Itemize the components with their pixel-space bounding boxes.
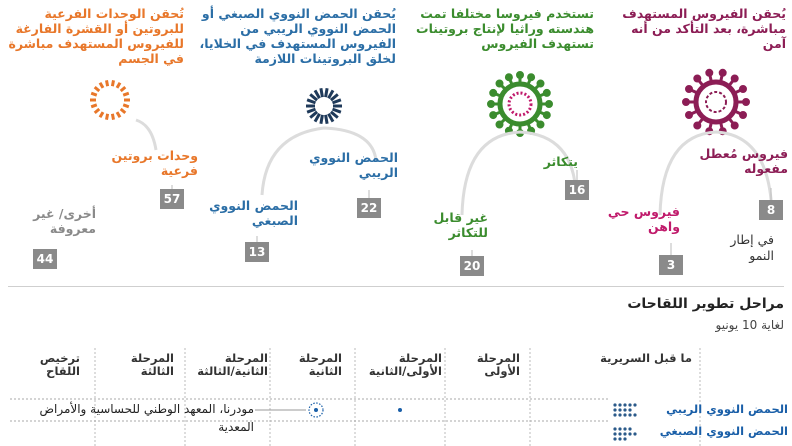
icon-spike-tip — [491, 90, 496, 95]
icon-spike — [100, 83, 103, 88]
protein-subunit-icon — [90, 80, 130, 119]
category-desc-nucleic: يُحقن الحمض النووي الصبغي أو الحمض النووي الريبي من الفيروس المستهدف في الخلايا، لخلق البروتينات اللازمة — [199, 6, 396, 66]
icon-spike — [329, 114, 334, 122]
icon-spike-tip — [506, 75, 511, 80]
nucleic-acid-icon — [306, 88, 342, 123]
row-name-dna: الحمض النووي الصبغي — [659, 424, 788, 438]
icon-spike-tip — [687, 87, 692, 92]
icon-spike-tip — [544, 90, 549, 95]
icon-spike — [315, 90, 320, 98]
icon-spike — [331, 112, 338, 118]
icon-spike-tip — [538, 81, 543, 86]
stage-col-phase12: المرحلة الأولى/الثانية — [368, 351, 442, 378]
stage-col-phase3: المرحلة الثالثة — [130, 351, 174, 378]
virus-icon — [684, 70, 749, 133]
icon-spike — [91, 93, 97, 95]
category-desc-vector: تستخدم فيروسا مختلفا تمت هندسته وراثيا لإنتاج بروتينات تستهدف الفيروس — [416, 6, 594, 51]
count-badge-protein: 57 — [160, 189, 184, 209]
icon-spike — [333, 100, 341, 103]
group-label-live: فيروس حي واهن — [607, 204, 680, 234]
stage-col-licensed: ترخيص اللقاح — [39, 351, 80, 378]
group-label-developing: في إطار النمو — [730, 232, 774, 263]
count-badge-dna: 13 — [245, 242, 269, 262]
icon-spike — [107, 80, 108, 86]
icon-spike-tip — [741, 87, 746, 92]
arc-vector — [462, 132, 576, 215]
icon-spike-tip — [544, 113, 549, 118]
icon-spike — [95, 109, 100, 113]
icon-spike-tip — [497, 81, 502, 86]
icon-spike-tip — [707, 70, 712, 75]
icon-spike — [307, 109, 315, 112]
icon-spike — [121, 87, 126, 91]
row-name-rna: الحمض النووي الريبي — [666, 402, 788, 416]
icon-spike — [100, 112, 103, 117]
icon-spike — [123, 93, 129, 95]
icon-spike — [326, 115, 328, 124]
icon-spike-tip — [687, 113, 692, 118]
icon-spike — [321, 88, 323, 97]
group-label-rna: الحمض النووي الريبي — [309, 150, 398, 180]
arc-protein — [136, 120, 156, 150]
icon-spike — [117, 112, 120, 117]
icon-spike — [107, 114, 108, 120]
stage-col-phase23: المرحلة الثانية/الثالثة — [197, 351, 268, 378]
section-divider — [8, 286, 784, 287]
icon-spike — [91, 105, 97, 107]
group-label-dna: الحمض النووي الصبغي — [209, 198, 298, 228]
stage-dot-rna-phase1 — [398, 408, 402, 412]
icon-spike — [112, 80, 113, 86]
count-badge-rna: 22 — [357, 198, 381, 218]
count-badge-replicating: 16 — [565, 180, 589, 200]
icon-spike-tip — [491, 113, 496, 118]
icon-spike-tip — [695, 123, 700, 128]
group-label-nonreplicating: غير قابل للتكاثر — [433, 210, 488, 240]
group-label-protein: وحدات بروتين فرعية — [111, 148, 198, 178]
stages-title: مراحل تطوير اللقاحات — [627, 296, 784, 312]
icon-spike — [326, 88, 328, 97]
icon-spike — [329, 90, 334, 98]
category-desc-protein: تُحقن الوحدات الفرعية للبروتين أو القشرة الفارغة للفيروس المستهدف مباشرة في الجسم — [8, 6, 184, 66]
row-icons — [612, 402, 640, 442]
icon-spike — [310, 112, 317, 118]
icon-spike-tip — [684, 100, 689, 105]
icon-spike-tip — [744, 100, 749, 105]
icon-spike-tip — [518, 73, 523, 78]
icon-spike-tip — [547, 102, 552, 107]
icon-spike-tip — [720, 70, 725, 75]
group-label-inactivated: فيروس مُعطل مفعوله — [699, 146, 788, 176]
count-badge-live: 3 — [659, 255, 683, 275]
group-label-replicating: يتكاثر — [543, 154, 578, 169]
icon-spike — [307, 100, 315, 103]
icon-spike — [123, 105, 129, 107]
icon-spike — [321, 115, 323, 124]
dna-dots-icon — [613, 427, 636, 440]
category-desc-virus: يُحقن الفيروس المستهدف مباشرة، بعد التأكد من أنه آمن — [622, 6, 786, 51]
icon-spike-tip — [538, 122, 543, 127]
stage-col-phase1: المرحلة الأولى — [476, 351, 520, 378]
icon-spike-tip — [732, 123, 737, 128]
icon-spike — [117, 83, 120, 88]
vector-virus-icon — [489, 73, 552, 136]
icon-spike — [310, 94, 317, 100]
icon-spike-tip — [695, 76, 700, 81]
stage-col-phase2: المرحلة الثانية — [298, 351, 342, 378]
icon-spike-tip — [497, 122, 502, 127]
icon-spike-tip — [741, 113, 746, 118]
count-badge-inactivated: 8 — [759, 200, 783, 220]
rna-dots-icon — [613, 403, 636, 416]
icon-spike — [112, 114, 113, 120]
icon-spike — [333, 109, 341, 112]
icon-spike-tip — [529, 75, 534, 80]
count-badge-nonreplicating: 20 — [460, 256, 484, 276]
icon-spike — [95, 87, 100, 91]
group-label-other: أخرى/ غير معروفة — [33, 206, 96, 236]
icon-spike-tip — [489, 102, 494, 107]
icon-spike-tip — [732, 76, 737, 81]
icon-spike — [331, 94, 338, 100]
icon-spike — [315, 114, 320, 122]
stages-subtitle: لغاية 10 يونيو — [715, 318, 784, 332]
icon-spike — [121, 109, 126, 113]
row-note-rna: مودرنا، المعهد الوطني للحساسية والأمراض المعدية — [39, 402, 254, 434]
stage-col-preclinical: ما قبل السريرية — [600, 351, 692, 365]
count-badge-other: 44 — [33, 249, 57, 269]
